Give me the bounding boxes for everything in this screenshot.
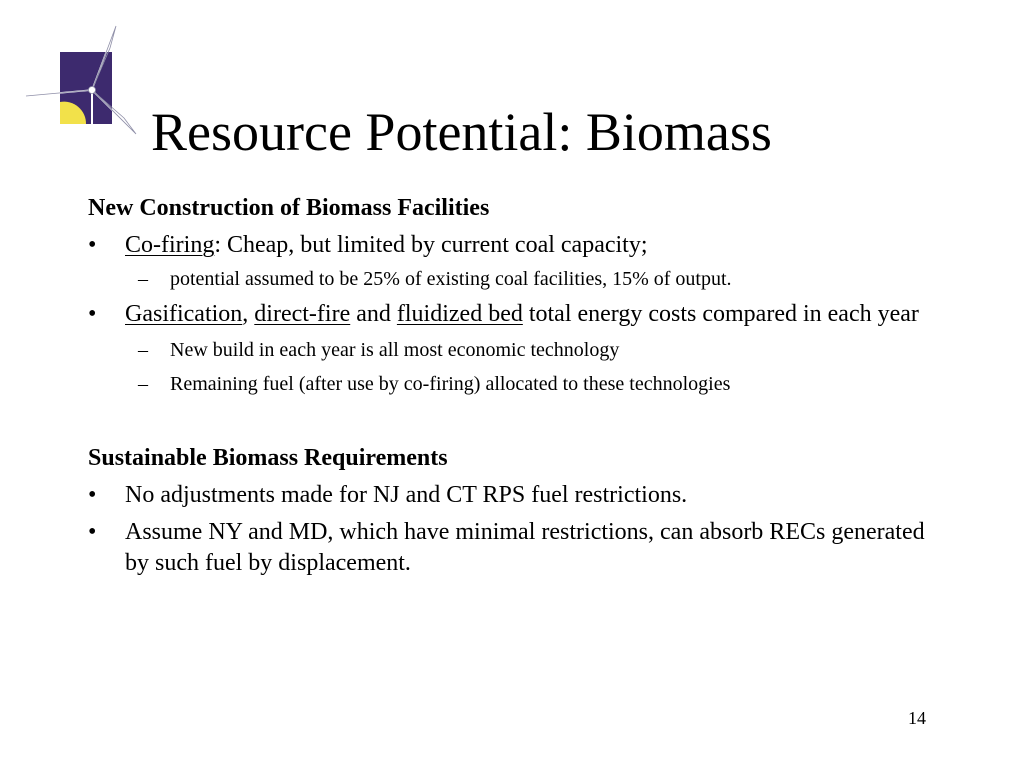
bullet-no-adjustments: [88, 480, 948, 511]
wind-turbine-logo-icon: [24, 24, 144, 140]
bullet-mark: •: [88, 482, 97, 508]
term-fluidized-bed: fluidized bed: [396, 301, 523, 327]
slide-content: [88, 194, 948, 579]
dash-mark: –: [138, 339, 148, 361]
bullet-assume-ny-md: [88, 517, 948, 579]
dash-mark: –: [138, 268, 148, 290]
bullet-technologies: [88, 299, 948, 330]
section-heading-new-construction: New Construction of Biomass Facilities: [88, 195, 490, 221]
bullet-co-firing: [88, 230, 948, 261]
page-number: 14: [908, 708, 926, 728]
sub-bullet-text: potential assumed to be 25% of existing coal facilities, 15% of output.: [170, 268, 732, 290]
bullet-text: Assume NY and MD, which have minimal restrictions, can absorb RECs generated by such fuel by displacement.: [125, 519, 925, 576]
dash-mark: –: [138, 373, 148, 395]
term-gasification: Gasification: [125, 301, 243, 327]
bullet-mark: •: [88, 301, 97, 327]
section-heading-sustainable: Sustainable Biomass Requirements: [88, 445, 448, 471]
bullet-mark: •: [88, 519, 97, 545]
bullet-text: total energy costs compared in each year: [522, 301, 919, 327]
term-direct-fire: direct-fire: [254, 301, 351, 327]
sub-bullet-remaining-fuel: [88, 370, 948, 398]
separator-text: and: [350, 301, 397, 327]
term-co-firing: Co-firing: [125, 232, 215, 258]
separator-text: ,: [242, 301, 255, 327]
bullet-text: : Cheap, but limited by current coal capacity;: [214, 232, 648, 258]
bullet-mark: •: [88, 232, 97, 258]
sub-bullet-potential: [88, 265, 948, 293]
sub-bullet-new-build: [88, 336, 948, 364]
slide-title: Resource Potential: Biomass: [151, 102, 772, 162]
sub-bullet-text: New build in each year is all most economic technology: [170, 339, 620, 361]
sub-bullet-text: Remaining fuel (after use by co-firing) allocated to these technologies: [170, 373, 731, 395]
bullet-text: No adjustments made for NJ and CT RPS fuel restrictions.: [125, 482, 688, 508]
logo-turbine-hub: [89, 87, 96, 94]
